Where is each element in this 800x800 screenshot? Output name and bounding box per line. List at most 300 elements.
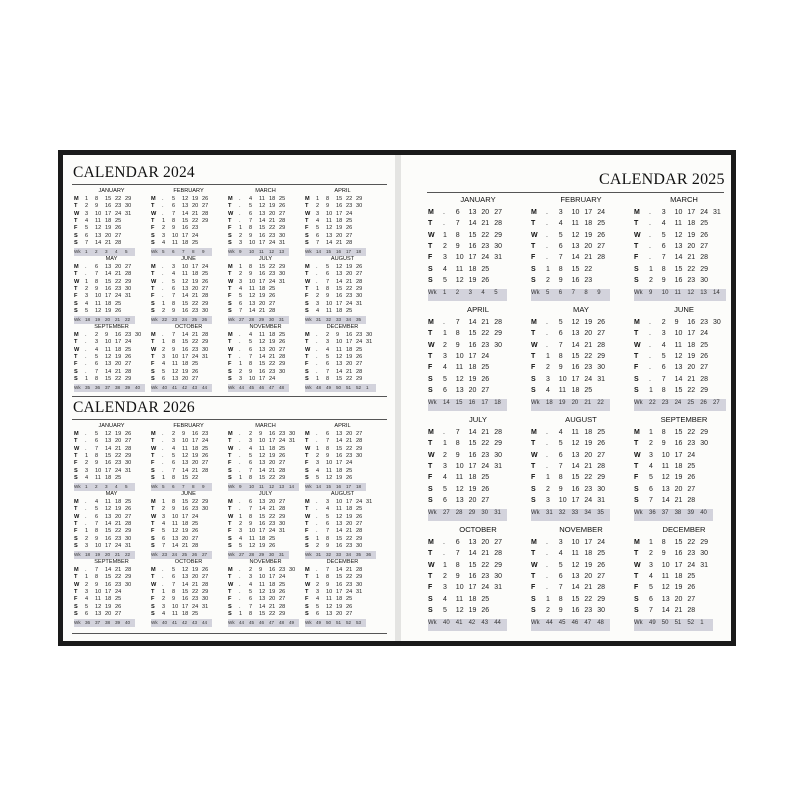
weekday-label: M: [634, 429, 640, 436]
week-number: 12: [269, 249, 275, 255]
weekday-label: T: [305, 353, 309, 360]
day-cell: 9: [661, 276, 666, 284]
day-row: [228, 438, 303, 445]
day-cell: 11: [336, 346, 342, 353]
month-name: JANUARY: [98, 423, 125, 429]
day-cell: 12: [455, 375, 464, 383]
day-cell: 11: [105, 346, 111, 353]
day-cell: 13: [571, 330, 580, 338]
weekday-label: S: [228, 368, 232, 375]
weekday-label: S: [531, 595, 536, 603]
day-row: [305, 604, 380, 611]
week-number: 7: [182, 484, 185, 490]
day-cell: 15: [182, 588, 189, 595]
day-cell: 6: [443, 386, 447, 394]
weekday-label: S: [305, 307, 309, 314]
week-number: 37: [661, 510, 669, 517]
day-cell: 22: [687, 265, 696, 273]
day-cell: 7: [326, 368, 330, 375]
day-row: [228, 521, 303, 528]
weekday-label: T: [74, 588, 78, 595]
weekday-label: W: [428, 561, 435, 569]
day-cell: 20: [259, 300, 266, 307]
weekday-label: W: [151, 278, 157, 285]
day-cell: 11: [182, 445, 188, 452]
day-cell: 16: [192, 431, 199, 437]
day-cell: 1: [239, 225, 243, 232]
day-cell: .: [649, 242, 651, 250]
week-number: 9: [202, 249, 205, 255]
day-cell: 13: [674, 364, 683, 372]
divider: [72, 633, 387, 634]
day-cell: .: [85, 346, 87, 353]
day-cell: 31: [125, 210, 132, 217]
week-label: Wk: [151, 620, 158, 626]
day-cell: 27: [125, 361, 132, 368]
week-number: 5: [125, 484, 128, 490]
day-cell: 12: [661, 474, 670, 482]
day-cell: 30: [125, 460, 132, 467]
week-number: 52: [346, 620, 352, 626]
weekday-label: T: [634, 330, 639, 338]
month-block: [305, 491, 380, 557]
day-cell: 23: [584, 485, 593, 493]
day-cell: 23: [192, 225, 199, 232]
day-cell: 12: [674, 352, 683, 360]
day-cell: 19: [259, 293, 266, 300]
day-cell: 27: [597, 242, 605, 250]
day-cell: 1: [85, 452, 89, 459]
month-block: [305, 559, 380, 625]
day-row: [74, 431, 149, 438]
day-cell: 14: [105, 520, 112, 527]
day-cell: 15: [105, 375, 112, 382]
day-row: [74, 460, 149, 467]
day-cell: 1: [649, 429, 653, 436]
weekday-label: T: [228, 203, 232, 210]
day-cell: 24: [584, 375, 593, 383]
day-cell: 13: [182, 460, 189, 467]
weekday-label: T: [151, 353, 155, 360]
week-label: Wk: [428, 400, 437, 407]
day-cell: 23: [481, 451, 490, 459]
day-cell: 29: [494, 231, 502, 239]
week-number: 41: [172, 620, 178, 626]
day-cell: .: [239, 210, 241, 217]
day-cell: 10: [558, 496, 567, 504]
day-cell: 20: [346, 271, 353, 278]
day-cell: 6: [249, 460, 253, 467]
weekday-label: F: [228, 596, 232, 603]
day-row: [74, 211, 149, 218]
week-number: 1: [443, 290, 447, 297]
weekday-label: F: [151, 361, 155, 368]
day-row: [74, 514, 149, 521]
day-row: [428, 562, 528, 573]
week-label: Wk: [634, 620, 643, 627]
day-cell: 2: [162, 307, 166, 314]
day-cell: 2: [85, 460, 89, 467]
day-row: [305, 475, 380, 482]
week-number: 48: [279, 620, 285, 626]
day-cell: 24: [192, 232, 199, 239]
day-cell: 9: [182, 431, 186, 437]
week-label: Wk: [74, 552, 81, 558]
day-cell: 23: [269, 368, 276, 375]
day-cell: 23: [584, 606, 593, 614]
day-cell: 13: [455, 386, 464, 394]
day-row: [531, 209, 631, 220]
day-cell: 29: [125, 528, 132, 535]
day-cell: 31: [202, 603, 209, 610]
day-cell: 9: [249, 368, 253, 375]
day-cell: 1: [85, 528, 89, 535]
weekday-label: T: [634, 550, 639, 558]
weekday-label: W: [151, 346, 157, 353]
weekday-label: T: [305, 438, 309, 445]
weekday-label: T: [151, 285, 155, 292]
day-cell: 23: [192, 506, 199, 513]
day-cell: 10: [336, 499, 343, 505]
weekday-label: T: [228, 271, 232, 278]
day-cell: .: [239, 445, 241, 452]
day-cell: 19: [346, 513, 353, 520]
day-cell: 1: [85, 375, 89, 382]
week-number: 6: [172, 249, 175, 255]
day-cell: 16: [468, 242, 477, 250]
day-cell: 9: [95, 581, 99, 588]
day-cell: 25: [125, 499, 132, 505]
day-cell: .: [649, 330, 651, 338]
week-number: 10: [249, 484, 255, 490]
day-cell: 2: [316, 542, 320, 549]
weekday-label: T: [151, 217, 155, 224]
day-cell: 21: [115, 567, 122, 573]
day-cell: 6: [455, 539, 460, 546]
weekday-label: W: [74, 210, 80, 217]
weekday-label: W: [74, 346, 80, 353]
week-number: 2: [455, 290, 460, 297]
day-cell: 22: [269, 361, 276, 368]
day-cell: 7: [162, 542, 166, 549]
day-cell: 12: [182, 278, 189, 285]
day-cell: 31: [597, 496, 605, 504]
day-cell: 5: [443, 375, 447, 383]
day-cell: 30: [125, 285, 132, 292]
day-row: [74, 536, 149, 543]
day-cell: 8: [455, 561, 460, 569]
week-number: 28: [249, 317, 255, 323]
weekday-label: M: [228, 499, 233, 505]
day-row: [228, 528, 303, 535]
day-cell: 16: [674, 276, 683, 284]
day-cell: .: [162, 467, 164, 474]
day-cell: 18: [269, 332, 276, 338]
day-row: [428, 573, 528, 584]
day-cell: 23: [115, 535, 122, 542]
day-cell: 27: [279, 596, 286, 603]
day-cell: 16: [468, 572, 477, 580]
day-cell: 26: [597, 231, 605, 239]
week-number: 22: [125, 552, 131, 558]
day-cell: 4: [316, 596, 320, 603]
day-cell: 1: [316, 574, 320, 581]
week-number: 20: [105, 552, 111, 558]
day-cell: 6: [249, 210, 253, 217]
day-cell: 6: [443, 496, 447, 504]
month-name: MAY: [105, 256, 118, 262]
day-cell: 10: [326, 588, 333, 595]
day-row: [634, 243, 731, 254]
day-cell: 18: [259, 535, 266, 542]
week-number: 33: [336, 552, 342, 558]
day-cell: 12: [571, 319, 580, 326]
month-name: JULY: [258, 491, 273, 497]
day-cell: 19: [269, 452, 276, 459]
weekday-label: T: [228, 452, 232, 459]
day-cell: 17: [269, 574, 276, 581]
day-cell: .: [649, 220, 651, 228]
day-cell: 23: [269, 520, 276, 527]
week-number: 6: [558, 290, 563, 297]
weekday-label: F: [634, 584, 639, 592]
day-cell: 17: [259, 278, 266, 285]
day-row: [228, 354, 303, 361]
day-cell: 26: [356, 264, 363, 270]
day-cell: 16: [674, 440, 683, 448]
day-cell: 2: [316, 293, 320, 300]
month-block: [634, 305, 731, 410]
week-number: 36: [85, 620, 91, 626]
day-cell: 20: [336, 232, 343, 239]
day-cell: 17: [105, 293, 112, 300]
day-cell: 9: [259, 567, 263, 573]
day-cell: 6: [162, 535, 166, 542]
day-row: [228, 514, 303, 521]
day-cell: 28: [356, 528, 363, 535]
day-cell: 31: [494, 254, 502, 262]
day-cell: 23: [115, 581, 122, 588]
day-cell: 4: [443, 265, 447, 273]
day-cell: 23: [202, 431, 209, 437]
day-cell: 4: [558, 220, 563, 228]
day-cell: 27: [597, 330, 605, 338]
week-number: 3: [105, 249, 108, 255]
day-cell: 25: [356, 346, 363, 353]
day-cell: 2: [546, 485, 550, 493]
day-cell: 17: [182, 353, 189, 360]
day-row: [74, 528, 149, 535]
week-number: 44: [239, 385, 245, 391]
day-cell: 10: [455, 462, 464, 470]
weekday-label: S: [531, 265, 536, 273]
day-cell: 16: [674, 550, 683, 558]
day-cell: 27: [687, 595, 696, 603]
weekday-label: W: [531, 561, 538, 569]
day-row: [634, 607, 731, 618]
day-row: [428, 452, 528, 463]
day-cell: 10: [336, 339, 343, 346]
day-cell: 15: [468, 231, 477, 239]
day-cell: 25: [700, 341, 708, 349]
weekday-label: F: [74, 460, 78, 467]
week-number: 11: [259, 484, 264, 490]
day-cell: 24: [597, 539, 605, 546]
week-number: 3: [468, 290, 472, 297]
weekday-label: T: [634, 242, 639, 250]
day-cell: 7: [649, 496, 653, 504]
weekday-label: S: [305, 239, 309, 246]
day-cell: 6: [95, 438, 99, 445]
day-cell: 20: [269, 596, 276, 603]
day-cell: 26: [202, 196, 209, 202]
weekday-label: S: [305, 610, 309, 617]
weekday-label: F: [228, 528, 232, 535]
day-cell: 5: [172, 278, 176, 285]
weekday-label: M: [305, 567, 310, 573]
day-cell: 25: [687, 462, 696, 470]
day-row: [151, 264, 226, 271]
day-cell: 10: [182, 264, 189, 270]
day-cell: 12: [259, 339, 266, 346]
day-cell: .: [162, 581, 164, 588]
weekday-label: W: [428, 231, 435, 239]
weekday-label: S: [428, 496, 433, 504]
day-cell: 22: [115, 375, 122, 382]
day-cell: 13: [326, 232, 333, 239]
day-cell: 24: [584, 496, 593, 504]
day-cell: .: [649, 352, 651, 360]
day-cell: 3: [661, 330, 666, 338]
day-row: [428, 596, 528, 607]
day-cell: 14: [336, 278, 343, 285]
weekday-label: W: [531, 451, 538, 459]
day-cell: 14: [95, 239, 102, 246]
week-number: 23: [661, 400, 669, 407]
week-number: 49: [289, 620, 295, 626]
week-number: 18: [85, 317, 91, 323]
day-cell: 26: [192, 528, 199, 535]
week-number: 9: [649, 290, 653, 297]
day-cell: 3: [546, 496, 550, 504]
week-label: Wk: [74, 484, 81, 490]
day-row: [151, 506, 226, 513]
day-cell: 7: [558, 254, 563, 262]
day-row: [531, 243, 631, 254]
day-cell: 23: [584, 276, 593, 284]
day-cell: 7: [95, 368, 99, 375]
day-row: [74, 271, 149, 278]
day-cell: 17: [105, 542, 112, 549]
weekday-label: M: [151, 567, 156, 573]
day-cell: 8: [95, 528, 99, 535]
weekday-label: F: [74, 361, 78, 368]
day-row: [228, 301, 303, 308]
day-cell: 5: [85, 603, 89, 610]
day-cell: 19: [674, 584, 683, 592]
week-number: 9: [202, 484, 205, 490]
day-cell: 19: [674, 474, 683, 482]
day-row: [428, 463, 528, 474]
weekday-label: M: [634, 319, 640, 326]
day-cell: 21: [115, 271, 122, 278]
day-cell: 6: [95, 264, 99, 270]
week-number: 31: [494, 510, 501, 517]
week-number: 8: [192, 249, 195, 255]
day-row: [531, 607, 631, 618]
day-cell: 25: [192, 520, 199, 527]
weekday-label: F: [305, 596, 309, 603]
day-cell: 4: [649, 462, 653, 470]
day-cell: 28: [279, 217, 286, 224]
day-cell: 22: [115, 196, 122, 202]
day-cell: 27: [346, 610, 353, 617]
day-cell: 5: [249, 588, 253, 595]
day-row: [428, 474, 528, 485]
day-cell: 10: [674, 209, 683, 216]
day-cell: 2: [162, 346, 166, 353]
month-name: NOVEMBER: [249, 559, 282, 565]
weekday-label: S: [428, 485, 433, 493]
weekday-label: M: [428, 429, 434, 436]
weekday-label: M: [305, 196, 310, 202]
day-row: [151, 536, 226, 543]
day-cell: 11: [674, 341, 682, 349]
day-row: [151, 233, 226, 240]
day-cell: 11: [95, 300, 101, 307]
weekday-label: T: [634, 220, 639, 228]
day-row: [151, 499, 226, 506]
day-cell: 29: [356, 196, 363, 202]
day-row: [228, 339, 303, 346]
weekday-label: S: [634, 375, 639, 383]
day-cell: 25: [584, 386, 593, 394]
day-cell: 18: [105, 300, 112, 307]
day-cell: 10: [661, 561, 670, 569]
day-cell: 25: [346, 217, 353, 224]
month-block: [531, 195, 631, 300]
day-cell: 20: [115, 361, 122, 368]
weekday-label: F: [531, 254, 536, 262]
weekday-label: T: [151, 271, 155, 278]
day-cell: 5: [95, 506, 99, 513]
day-cell: .: [239, 567, 241, 573]
day-cell: 3: [316, 588, 320, 595]
day-cell: 27: [202, 574, 209, 581]
day-cell: 17: [192, 438, 199, 445]
day-cell: 19: [468, 606, 477, 614]
day-cell: 16: [182, 506, 189, 513]
day-cell: 5: [326, 353, 330, 360]
day-cell: 12: [674, 231, 683, 239]
day-cell: 14: [182, 581, 189, 588]
day-cell: 2: [239, 271, 243, 278]
month-block: [428, 195, 528, 300]
day-cell: 18: [105, 596, 112, 603]
day-cell: 15: [336, 285, 343, 292]
weekday-label: W: [305, 445, 311, 452]
week-number: 44: [202, 620, 208, 626]
weekday-label: T: [151, 203, 155, 210]
day-cell: .: [162, 431, 164, 437]
day-cell: 24: [687, 561, 696, 569]
day-cell: 10: [172, 232, 179, 239]
weekday-label: W: [305, 210, 311, 217]
day-cell: 25: [192, 610, 199, 617]
day-cell: 24: [346, 210, 353, 217]
day-cell: 28: [125, 368, 132, 375]
weekday-label: W: [531, 231, 538, 239]
